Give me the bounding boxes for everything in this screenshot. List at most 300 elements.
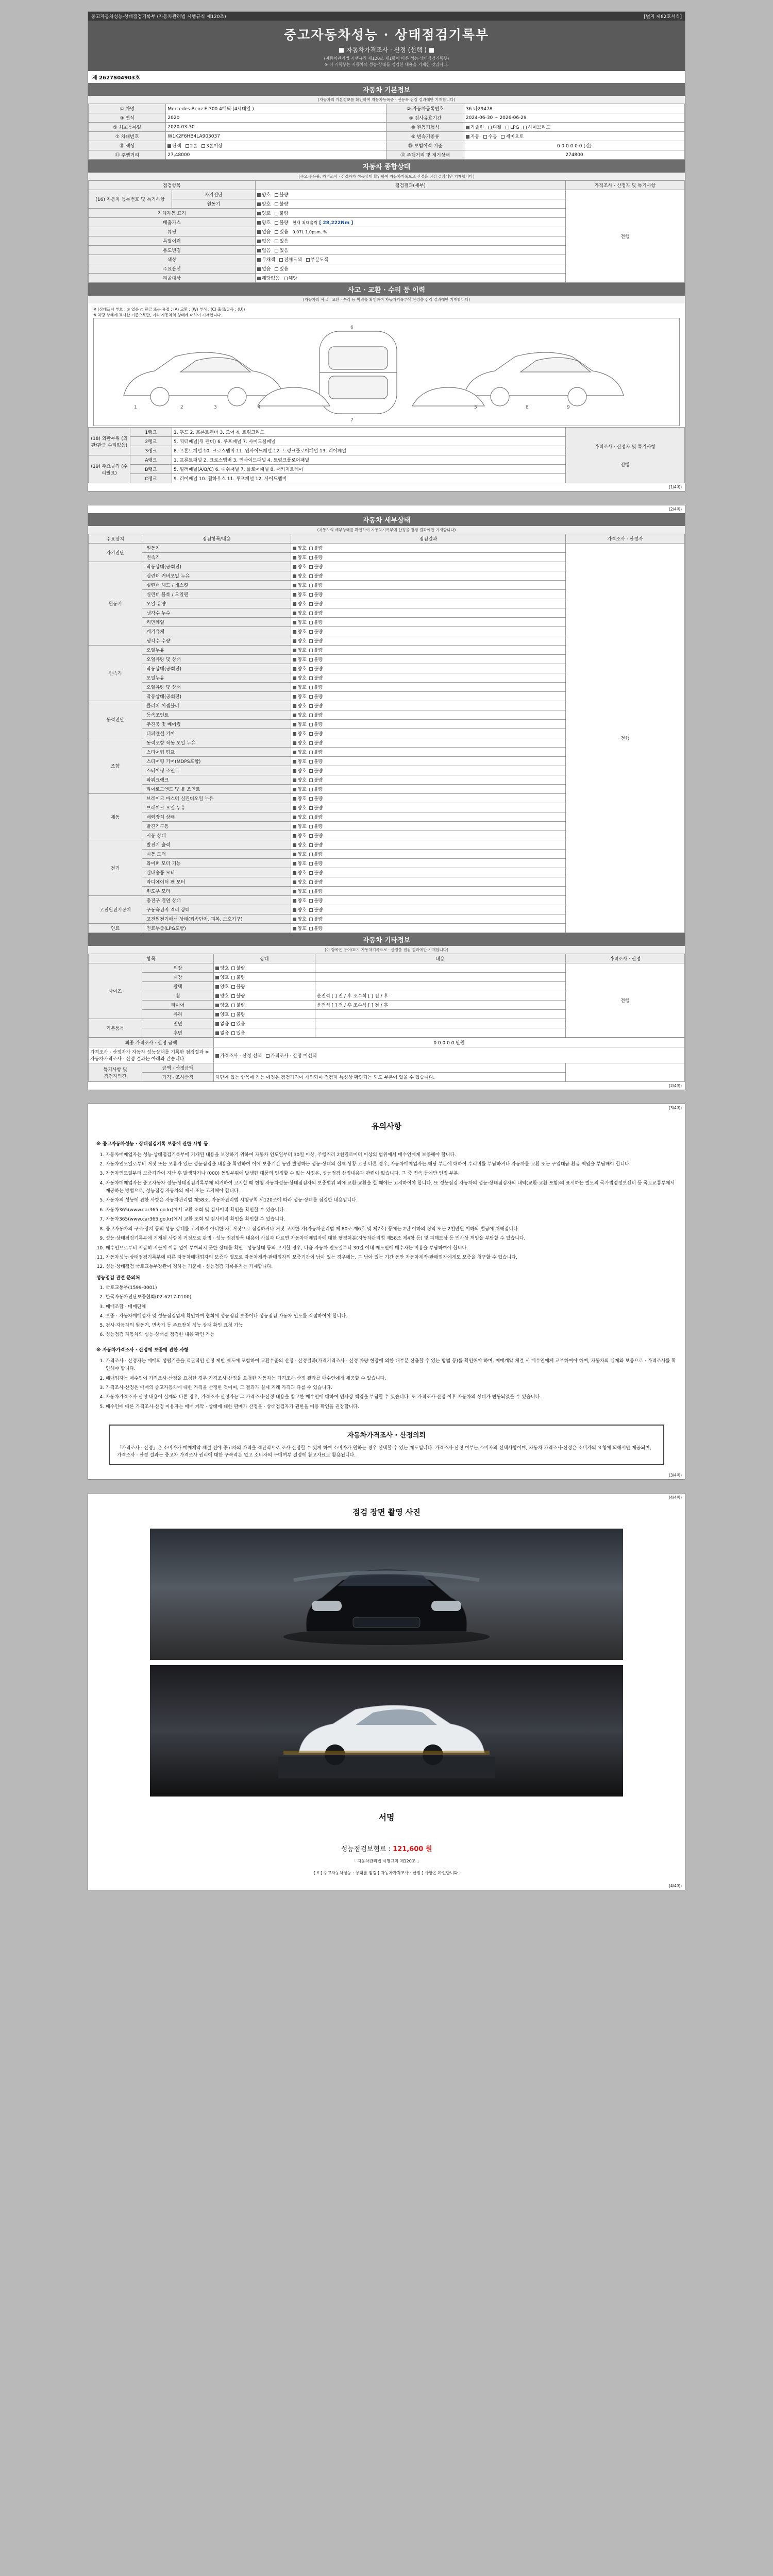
detail-opt-1-7-1[interactable]: 불량 xyxy=(309,628,323,635)
power-value: [ 28,222Nm ] xyxy=(319,221,354,226)
detail-item-2-2: 작동상태(공회전) xyxy=(142,664,291,673)
detail-opt-1-0-1[interactable]: 불량 xyxy=(309,563,323,570)
page-4 xyxy=(88,1493,685,1890)
transmission-option-2[interactable]: 세미오토 xyxy=(501,133,524,140)
svg-text:1: 1 xyxy=(134,405,137,410)
accident-note-col xyxy=(565,428,684,483)
fee-value: 121,600 원 xyxy=(393,1845,432,1854)
detail-group-7: 고전원전기장치 xyxy=(89,896,142,924)
etc-item-0-5: 유리 xyxy=(142,1010,214,1019)
detail-result-1-5 xyxy=(291,608,565,618)
detail-opt-1-6-1[interactable]: 불량 xyxy=(309,619,323,625)
table-row xyxy=(89,113,685,123)
detail-opt-1-8-0[interactable]: 양호 xyxy=(293,637,306,644)
table-header-row xyxy=(89,534,685,544)
detail-opt-1-2-1[interactable]: 불량 xyxy=(309,582,323,588)
detail-item-4-3: 스티어링 조인트 xyxy=(142,766,291,775)
basic-value-9 xyxy=(166,141,386,150)
overall-result-0 xyxy=(255,190,565,199)
overall-opt-3-1[interactable]: 불량 xyxy=(275,219,288,226)
etc-content-0-2 xyxy=(315,982,565,991)
overall-opt-0-1[interactable]: 불량 xyxy=(275,191,288,198)
overall-item-2: 자체자동 표기 xyxy=(89,209,256,218)
svg-text:8: 8 xyxy=(526,405,529,410)
detail-result-1-0 xyxy=(291,562,565,571)
table-row xyxy=(89,132,685,141)
overall-opt-7-1[interactable]: 전체도색 xyxy=(279,256,302,263)
etc-opt-0-3-1[interactable]: 불량 xyxy=(231,992,245,999)
overall-item-9: 리콜대상 xyxy=(89,274,256,283)
fee-label: 성능점검보험료 : xyxy=(341,1845,391,1854)
price-check-row xyxy=(213,1047,684,1063)
detail-item-1-5: 냉각수 누수 xyxy=(142,608,291,618)
svg-text:2: 2 xyxy=(180,405,183,410)
detail-opt-2-1-0[interactable]: 양호 xyxy=(293,656,306,663)
detail-opt-1-1-0[interactable]: 양호 xyxy=(293,572,306,579)
detail-item-2-1: 오일유량 및 상태 xyxy=(142,655,291,664)
basic-label-6: ⑩ 원동기형식 xyxy=(386,123,464,132)
color-option-0[interactable]: 단색 xyxy=(167,142,181,149)
section-overall-note: (주요 주유율, 가격조사 · 산정자가 성능상태 확인하여 자동차기록으로 산정을 점검 결과에만 기재합니다) xyxy=(88,173,685,180)
car-diagram-svg xyxy=(94,318,679,426)
detail-opt-4-5-0[interactable]: 양호 xyxy=(293,786,306,792)
document-note-2: ※ 이 기록부는 자동차의 성능·상태를 점검한 내용을 기재한 것입니다. xyxy=(324,62,449,67)
overall-item-3: 배출가스 xyxy=(89,218,256,227)
detail-opt-6-4-1[interactable]: 불량 xyxy=(309,878,323,885)
detail-opt-6-5-1[interactable]: 불량 xyxy=(309,888,323,894)
list-item: 12. 성능·상태점검 국토교통부장관이 정하는 기준에 · 성능점검 기록유지는 기재합니다. xyxy=(106,1263,677,1271)
detail-opt-4-0-1[interactable]: 불량 xyxy=(309,739,323,746)
price-check-1[interactable]: 가격조사 · 산정 미선택 xyxy=(266,1052,317,1059)
detail-opt-4-2-0[interactable]: 양호 xyxy=(293,758,306,765)
table-row xyxy=(89,428,685,437)
accident-frame-title: (19) 주요골격 (수리필요) xyxy=(89,455,130,483)
overall-opt-9-0[interactable]: 해당없음 xyxy=(257,275,280,281)
detail-opt-5-4-0[interactable]: 양호 xyxy=(293,832,306,839)
detail-opt-3-1-0[interactable]: 양호 xyxy=(293,711,306,718)
detail-opt-4-2-1[interactable]: 불량 xyxy=(309,758,323,765)
detail-item-6-2: 와이퍼 모터 기능 xyxy=(142,859,291,868)
overall-result-5 xyxy=(255,236,565,246)
basic-value-1: Mercedes-Benz E 300 4매틱 (4세대일 ) xyxy=(166,104,386,113)
overall-opt-7-0[interactable]: 무채색 xyxy=(257,256,275,263)
overall-result-3 xyxy=(255,218,565,227)
detail-opt-3-3-1[interactable]: 불량 xyxy=(309,730,323,737)
list-item: 5. 자동차의 성능에 관한 사항은 자동차관리법 제58조, 자동차관리법 시행규칙 제120조에 따라 성능·상태를 점검한 내용입니다. xyxy=(106,1197,677,1205)
detail-opt-2-0-1[interactable]: 불량 xyxy=(309,647,323,653)
overall-opt-1-0[interactable]: 양호 xyxy=(257,200,271,207)
etc-opt-0-2-0[interactable]: 양호 xyxy=(215,983,229,990)
detail-group-5: 제동 xyxy=(89,794,142,840)
notice-sec2-title: ※ 자동차가격조사 · 산정에 보증에 관한 사항 xyxy=(96,1347,189,1353)
overall-table xyxy=(88,180,685,283)
table-row xyxy=(89,123,685,132)
detail-result-4-3 xyxy=(291,766,565,775)
etc-group-1: 기본품목 xyxy=(89,1019,142,1038)
inspection-photo-1 xyxy=(150,1529,623,1660)
detail-opt-1-6-0[interactable]: 양호 xyxy=(293,619,306,625)
detail-group-2: 변속기 xyxy=(89,646,142,701)
detail-opt-1-3-0[interactable]: 양호 xyxy=(293,591,306,598)
list-item: 3. 매매조합 · 매매단체 xyxy=(106,1303,677,1311)
detail-opt-2-3-1[interactable]: 불량 xyxy=(309,674,323,681)
overall-opt-6-1[interactable]: 있음 xyxy=(275,247,288,253)
detail-opt-1-5-1[interactable]: 불량 xyxy=(309,609,323,616)
list-item: 1. 가격조사 · 산정자는 매매의 성립기준을 객관적인 산정 제반 제도에 포함하여 교환수준의 산정 · 산정결과(가격기격조사 · 산정 차량 현장에 의한 대부분 산출할 수 있는 방법 등)를 확인해야 하며, 매매계약 체결 시 매수인에게 교부하여야 하며, 자동차의 실제와 보증으로 · 가격조사를 확인해야 합니다. xyxy=(106,1358,677,1374)
signature-area[interactable] xyxy=(88,1824,685,1841)
overall-opt-0-0[interactable]: 양호 xyxy=(257,191,271,198)
accident-parts-table xyxy=(88,427,685,483)
etc-opt-0-2-1[interactable]: 불량 xyxy=(231,983,245,990)
basic-label-3: ③ 연식 xyxy=(89,113,166,123)
detail-opt-6-3-1[interactable]: 불량 xyxy=(309,869,323,876)
etc-opt-0-1-1[interactable]: 불량 xyxy=(231,974,245,980)
notice-list-3 xyxy=(96,1284,677,1340)
detail-item-5-0: 브레이크 마스터 실린더오일 누유 xyxy=(142,794,291,803)
document-note-1: (자동차관리법 시행규칙 제120조 제1항에 따른 성능·상태점검기록부) xyxy=(324,56,449,61)
detail-item-1-1: 실린더 커버오일 누유 xyxy=(142,571,291,581)
table-row xyxy=(89,104,685,113)
detail-opt-6-0-0[interactable]: 양호 xyxy=(293,841,306,848)
overall-opt-9-1[interactable]: 해당 xyxy=(284,275,297,281)
fuel-option-0[interactable]: 가솔린 xyxy=(466,124,484,130)
list-item: 2. 매매업자는 매수인이 가격조사·산정을 요청한 경우 가격조사·산정을 요청한 자동차는 가격조사·산정 결과를 매수인에게 제공할 수 있습니다. xyxy=(106,1375,677,1383)
detail-opt-6-2-1[interactable]: 불량 xyxy=(309,860,323,867)
etc-opt-0-0-0[interactable]: 양호 xyxy=(215,964,229,971)
price-bar-value: 0 0 0 0 0 만원 xyxy=(213,1038,684,1047)
etc-opt-0-3-0[interactable]: 양호 xyxy=(215,992,229,999)
detail-item-5-3: 발진기구동 xyxy=(142,822,291,831)
document-number-label: 제 xyxy=(92,75,97,81)
detail-opt-1-1-1[interactable]: 불량 xyxy=(309,572,323,579)
detail-item-6-3: 실내송풍 모터 xyxy=(142,868,291,877)
detail-result-6-5 xyxy=(291,887,565,896)
basic-label-2: ② 자동차등록번호 xyxy=(386,104,464,113)
detail-opt-6-4-0[interactable]: 양호 xyxy=(293,878,306,885)
detail-item-3-2: 추진축 및 베어링 xyxy=(142,720,291,729)
overall-opt-1-1[interactable]: 불량 xyxy=(275,200,288,207)
etc-opt-1-0-1[interactable]: 있음 xyxy=(231,1020,245,1027)
etc-state-1-1 xyxy=(213,1028,315,1038)
detail-opt-2-4-1[interactable]: 불량 xyxy=(309,684,323,690)
detail-opt-3-2-0[interactable]: 양호 xyxy=(293,721,306,727)
detail-item-6-1: 시동 모터 xyxy=(142,850,291,859)
detail-opt-2-5-0[interactable]: 양호 xyxy=(293,693,306,700)
detail-result-1-3 xyxy=(291,590,565,599)
detail-opt-2-4-0[interactable]: 양호 xyxy=(293,684,306,690)
basic-value-4: 2024-06-30 ~ 2026-06-29 xyxy=(464,113,684,123)
basic-info-table xyxy=(88,104,685,160)
etc-item-1-0: 전면 xyxy=(142,1019,214,1028)
etc-state-0-0 xyxy=(213,963,315,973)
overall-opt-8-0[interactable]: 없음 xyxy=(257,265,271,272)
detail-group-4: 조향 xyxy=(89,738,142,794)
fuel-option-1[interactable]: 디젤 xyxy=(488,124,501,130)
detail-opt-4-5-1[interactable]: 불량 xyxy=(309,786,323,792)
notice-title: 유의사항 xyxy=(372,1122,401,1131)
frame-text-2: 9. 리어패널 10. 휠하우스 11. 루프패널 12. 사이드멤버 xyxy=(172,474,565,483)
detail-item-4-5: 타이로드엔드 및 볼 조인트 xyxy=(142,785,291,794)
etc-content-1-0 xyxy=(315,1019,565,1028)
basic-value-7: W1K2F6HB4LA903037 xyxy=(166,132,386,141)
overall-opt-5-0[interactable]: 없음 xyxy=(257,238,271,244)
detail-opt-0-1-0[interactable]: 양호 xyxy=(293,554,306,561)
detail-opt-0-1-1[interactable]: 불량 xyxy=(309,554,323,561)
overall-opt-8-1[interactable]: 있음 xyxy=(275,265,288,272)
etc-state-0-2 xyxy=(213,982,315,991)
detail-item-1-3: 실린더 블록 / 오일팬 xyxy=(142,590,291,599)
document-number-row xyxy=(88,71,685,83)
page-mark-2-top: (2/4쪽) xyxy=(668,507,682,512)
detail-opt-2-1-1[interactable]: 불량 xyxy=(309,656,323,663)
list-item: 2. 자동차인도일로부터 거짓 또는 오류가 있는 성능점검을 내용을 확인하여 이에 보증기간 동안 발생하는 성능·상태의 실제 상황·고장 다른 경우, 자동차매매업자는 해당 부분에 대하여 수리비를 부담하거나 자동차를 교환 또는 구입대금 환급 책임을 부담해야 합니다. xyxy=(106,1161,677,1168)
detail-opt-2-2-1[interactable]: 불량 xyxy=(309,665,323,672)
detail-result-2-3 xyxy=(291,673,565,683)
inspection-photo-2 xyxy=(150,1665,623,1797)
page-2 xyxy=(88,505,685,1090)
overall-result-6 xyxy=(255,246,565,255)
frame-text-1: 5. 필러패널(A/B/C) 6. 대쉬패널 7. 플로어패널 8. 패키지트레이 xyxy=(172,465,565,474)
detail-col-1: 점검항목/내용 xyxy=(142,534,291,544)
detail-item-1-2: 실린더 헤드 / 개스킷 xyxy=(142,581,291,590)
photos-title: 점검 장면 촬영 사진 xyxy=(352,1507,421,1517)
detail-opt-2-5-1[interactable]: 불량 xyxy=(309,693,323,700)
detail-opt-5-3-0[interactable]: 양호 xyxy=(293,823,306,829)
declaration-title: 자동차가격조사 · 산정의뢰 xyxy=(347,1431,426,1439)
overall-result-7 xyxy=(255,255,565,264)
color-option-2[interactable]: 3톤이상 xyxy=(201,142,223,149)
transmission-option-0[interactable]: 자동 xyxy=(466,133,479,140)
detail-opt-3-3-0[interactable]: 양호 xyxy=(293,730,306,737)
section-detail-note: (자동차의 세부상태를 확인하여 자동차기록부에 산정을 점검 결과에만 기재합니다) xyxy=(88,526,685,534)
detail-result-2-4 xyxy=(291,683,565,692)
detail-opt-6-1-0[interactable]: 양호 xyxy=(293,851,306,857)
color-option-1[interactable]: 2톤 xyxy=(186,142,197,149)
detail-item-3-3: 디퍼렌셜 기어 xyxy=(142,729,291,738)
basic-value-11: 27,48000 xyxy=(166,150,386,160)
detail-result-1-1 xyxy=(291,571,565,581)
detail-opt-8-0-0[interactable]: 양호 xyxy=(293,925,306,931)
accident-note-value: 전행 xyxy=(620,462,630,468)
etc-opt-1-1-1[interactable]: 있음 xyxy=(231,1029,245,1036)
svg-text:5: 5 xyxy=(474,405,477,410)
svg-text:7: 7 xyxy=(350,418,354,423)
etc-table xyxy=(88,954,685,1038)
detail-item-2-3: 오일누유 xyxy=(142,673,291,683)
detail-opt-5-2-0[interactable]: 양호 xyxy=(293,814,306,820)
list-item: 5. 매수인에 따른 가격조사·산정 이용자는 매매 계약 · 상태에 대한 판매가 산정을 · 상태점검자가 권한을 이용 확인을 권장합니다. xyxy=(106,1403,677,1411)
list-item: 7. 자동차365(www.car365.go.kr)에서 교환 조회 및 검사이력 확인을 확인할 수 있습니다. xyxy=(106,1216,677,1224)
detail-opt-8-0-1[interactable]: 불량 xyxy=(309,925,323,931)
detail-opt-3-0-1[interactable]: 불량 xyxy=(309,702,323,709)
detail-opt-7-1-0[interactable]: 양호 xyxy=(293,906,306,913)
detail-item-1-7: 계기유체 xyxy=(142,627,291,636)
detail-opt-3-2-1[interactable]: 불량 xyxy=(309,721,323,727)
etc-content-0-3: 운전석 [ ] 전 / 후 조수석 [ ] 전 / 후 xyxy=(315,991,565,1001)
detail-opt-6-5-0[interactable]: 양호 xyxy=(293,888,306,894)
etc-item-0-3: 휠 xyxy=(142,991,214,1001)
detail-opt-6-1-1[interactable]: 불량 xyxy=(309,851,323,857)
etc-item-0-2: 광택 xyxy=(142,982,214,991)
detail-opt-1-7-0[interactable]: 양호 xyxy=(293,628,306,635)
overall-opt-4-0[interactable]: 없음 xyxy=(257,228,271,235)
price-bar-title: 최종 가격조사 · 산정 금액 xyxy=(89,1038,214,1047)
detail-opt-7-0-0[interactable]: 양호 xyxy=(293,897,306,904)
table-row xyxy=(89,190,685,199)
detail-opt-7-0-1[interactable]: 불량 xyxy=(309,897,323,904)
detail-opt-1-5-0[interactable]: 양호 xyxy=(293,609,306,616)
etc-content-0-0 xyxy=(315,963,565,973)
detail-opt-5-1-0[interactable]: 양호 xyxy=(293,804,306,811)
etc-table-body xyxy=(89,963,685,1038)
detail-result-6-0 xyxy=(291,840,565,850)
detail-opt-6-3-0[interactable]: 양호 xyxy=(293,869,306,876)
detail-item-1-0: 작동상태(공회전) xyxy=(142,562,291,571)
detail-opt-0-0-0[interactable]: 양호 xyxy=(293,545,306,551)
overall-note-col: 전행 xyxy=(565,190,684,283)
basic-label-8: ⑧ 변속기종류 xyxy=(386,132,464,141)
detail-opt-2-2-0[interactable]: 양호 xyxy=(293,665,306,672)
detail-opt-3-0-0[interactable]: 양호 xyxy=(293,702,306,709)
transmission-option-1[interactable]: 수동 xyxy=(483,133,497,140)
fuel-option-3[interactable]: 하이브리드 xyxy=(523,124,550,130)
detail-group-0: 자기진단 xyxy=(89,544,142,562)
detail-opt-4-1-1[interactable]: 불량 xyxy=(309,749,323,755)
basic-label-5: ⑤ 최초등록일 xyxy=(89,123,166,132)
list-item: 11. 자동차성능·상태점검기록부에 따른 자동차매매업자의 보증과 별도로 자동차제작·판매업자의 보증기간이 남아 있는 경우에는, 그 남아 있는 기간 동안 자동차제작·판매업자에게도 보증을 청구할 수 있습니다. xyxy=(106,1254,677,1262)
detail-opt-5-1-1[interactable]: 불량 xyxy=(309,804,323,811)
section-basic-note: (자동차의 기본정보를 확인하여 자동차등록증 · 선등록 점검 결과에만 기재합니다) xyxy=(88,96,685,104)
detail-opt-5-2-1[interactable]: 불량 xyxy=(309,814,323,820)
detail-opt-5-0-0[interactable]: 양호 xyxy=(293,795,306,802)
list-item: 6. 성능점검 자동차의 성능·상태를 점검한 내용 확인 가능 xyxy=(106,1331,677,1339)
etc-content-0-4: 운전석 [ ] 전 / 후 조수석 [ ] 전 / 후 xyxy=(315,1001,565,1010)
detail-opt-4-4-1[interactable]: 불량 xyxy=(309,776,323,783)
detail-opt-3-1-1[interactable]: 불량 xyxy=(309,711,323,718)
detail-opt-2-0-0[interactable]: 양호 xyxy=(293,647,306,653)
detail-opt-5-0-1[interactable]: 불량 xyxy=(309,795,323,802)
accident-note-header: 가격조사 · 산정자 및 특기사항 xyxy=(594,444,656,450)
detail-opt-7-1-1[interactable]: 불량 xyxy=(309,906,323,913)
detail-opt-1-8-1[interactable]: 불량 xyxy=(309,637,323,644)
detail-opt-1-4-1[interactable]: 불량 xyxy=(309,600,323,607)
etc-opt-0-4-0[interactable]: 양호 xyxy=(215,1002,229,1008)
svg-text:4: 4 xyxy=(258,405,261,410)
detail-result-4-5 xyxy=(291,785,565,794)
etc-opt-0-0-1[interactable]: 불량 xyxy=(231,964,245,971)
detail-result-6-4 xyxy=(291,877,565,887)
overall-item-6: 용도변경 xyxy=(89,246,256,255)
detail-opt-4-0-0[interactable]: 양호 xyxy=(293,739,306,746)
detail-result-5-3 xyxy=(291,822,565,831)
detail-opt-2-3-0[interactable]: 양호 xyxy=(293,674,306,681)
overall-opt-2-1[interactable]: 불량 xyxy=(275,210,288,216)
detail-opt-1-2-0[interactable]: 양호 xyxy=(293,582,306,588)
photos-section xyxy=(88,1523,685,1807)
etc-item-0-4: 타이어 xyxy=(142,1001,214,1010)
overall-opt-4-1[interactable]: 있음 xyxy=(275,228,288,235)
etc-item-0-1: 내장 xyxy=(142,973,214,982)
basic-label-4: ④ 검사유효기간 xyxy=(386,113,464,123)
detail-result-7-0 xyxy=(291,896,565,905)
photo-car-front-svg xyxy=(276,1560,497,1647)
detail-opt-4-3-0[interactable]: 양호 xyxy=(293,767,306,774)
overall-opt-7-2[interactable]: 부분도색 xyxy=(306,256,329,263)
detail-opt-5-4-1[interactable]: 불량 xyxy=(309,832,323,839)
detail-result-5-4 xyxy=(291,831,565,840)
parts-text-0: 1. 후드 2. 프론트펜더 3. 도어 4. 트렁크리드 xyxy=(172,428,565,437)
basic-label-9: ⑪ 색상 xyxy=(89,141,166,150)
overall-item-8: 주요옵션 xyxy=(89,264,256,274)
table-header-row xyxy=(89,954,685,963)
detail-opt-4-3-1[interactable]: 불량 xyxy=(309,767,323,774)
accident-parts-title: (18) 외판부위 (외판/판금 수리없음) xyxy=(89,428,130,455)
fee-row xyxy=(88,1841,685,1858)
etc-item-0-0: 외장 xyxy=(142,963,214,973)
etc-state-0-3 xyxy=(213,991,315,1001)
detail-opt-1-0-0[interactable]: 양호 xyxy=(293,563,306,570)
list-item: 5. 검사·자동차의 원동기, 변속기 등 주요장치 성능 상태 확인 요청 가능 xyxy=(106,1322,677,1330)
etc-opt-0-1-0[interactable]: 양호 xyxy=(215,974,229,980)
detail-result-1-7 xyxy=(291,627,565,636)
price-row-label-1: 가격 · 조사산정 xyxy=(142,1073,214,1082)
overall-opt-3-0[interactable]: 양호 xyxy=(257,219,271,226)
etc-opt-1-0-0[interactable]: 없음 xyxy=(215,1020,229,1027)
detail-opt-1-3-1[interactable]: 불량 xyxy=(309,591,323,598)
detail-opt-0-0-1[interactable]: 불량 xyxy=(309,545,323,551)
etc-opt-1-1-0[interactable]: 없음 xyxy=(215,1029,229,1036)
detail-item-6-4: 라디에이터 팬 모터 xyxy=(142,877,291,887)
detail-opt-7-2-0[interactable]: 양호 xyxy=(293,916,306,922)
detail-opt-7-2-1[interactable]: 불량 xyxy=(309,916,323,922)
etc-opt-0-5-1[interactable]: 불량 xyxy=(231,1011,245,1018)
etc-opt-0-4-1[interactable]: 불량 xyxy=(231,1002,245,1008)
notice-list-2 xyxy=(96,1226,677,1271)
detail-opt-4-1-0[interactable]: 양호 xyxy=(293,749,306,755)
document-subtitle: ■ 자동차가격조사 · 산정 (선택 ) ■ xyxy=(338,46,435,54)
detail-opt-5-3-1[interactable]: 불량 xyxy=(309,823,323,829)
detail-result-2-2 xyxy=(291,664,565,673)
detail-opt-6-0-1[interactable]: 불량 xyxy=(309,841,323,848)
price-check-0[interactable]: 가격조사 · 산정 선택 xyxy=(215,1052,262,1059)
overall-opt-6-0[interactable]: 없음 xyxy=(257,247,271,253)
overall-item-7: 색상 xyxy=(89,255,256,264)
detail-group-8: 연료 xyxy=(89,924,142,933)
etc-content-0-5 xyxy=(315,1010,565,1019)
etc-col-1: 상태 xyxy=(213,954,315,963)
parts-text-2: 8. 프론트패널 10. 크로스멤버 11. 인사이드패널 12. 트렁크플로어패널 13. 리어패널 xyxy=(172,446,565,455)
detail-opt-4-4-0[interactable]: 양호 xyxy=(293,776,306,783)
detail-result-5-2 xyxy=(291,812,565,822)
fuel-option-2[interactable]: LPG xyxy=(506,125,519,130)
svg-text:9: 9 xyxy=(567,405,570,410)
document-title: 중고자동차성능 · 상태점검기록부 xyxy=(283,27,490,42)
section-etc-title: 자동차 기타정보 xyxy=(88,933,685,946)
topbar-left-text: 중고자동차성능·상태점검기록부 (자동차관리법 시행규칙 제120조) xyxy=(91,14,226,20)
detail-opt-6-2-0[interactable]: 양호 xyxy=(293,860,306,867)
page-mark-4: (4/4쪽) xyxy=(668,1883,682,1888)
list-item: 4. 자동차가격조사·산정 내용이 실제와 다른 경우, 가격조사·산정자는 그 가격조사·산정 내용을 참고한 매수인에 대하여 민사상 책임을 부담할 수 있습니다. 또 가격조사·산정 이후 자동차의 상태가 변동되었을 수 있습니다. xyxy=(106,1394,677,1401)
overall-opt-2-0[interactable]: 양호 xyxy=(257,210,271,216)
detail-result-4-0 xyxy=(291,738,565,748)
etc-opt-0-5-0[interactable]: 양호 xyxy=(215,1011,229,1018)
detail-opt-1-4-0[interactable]: 양호 xyxy=(293,600,306,607)
overall-sub-0: 자기진단 xyxy=(172,190,255,199)
etc-item-1-1: 후면 xyxy=(142,1028,214,1038)
notice-section xyxy=(88,1112,685,1418)
list-item: 2. 한국자동차진단보증협회(02-6217-0100) xyxy=(106,1294,677,1301)
overall-opt-5-1[interactable]: 있음 xyxy=(275,238,288,244)
